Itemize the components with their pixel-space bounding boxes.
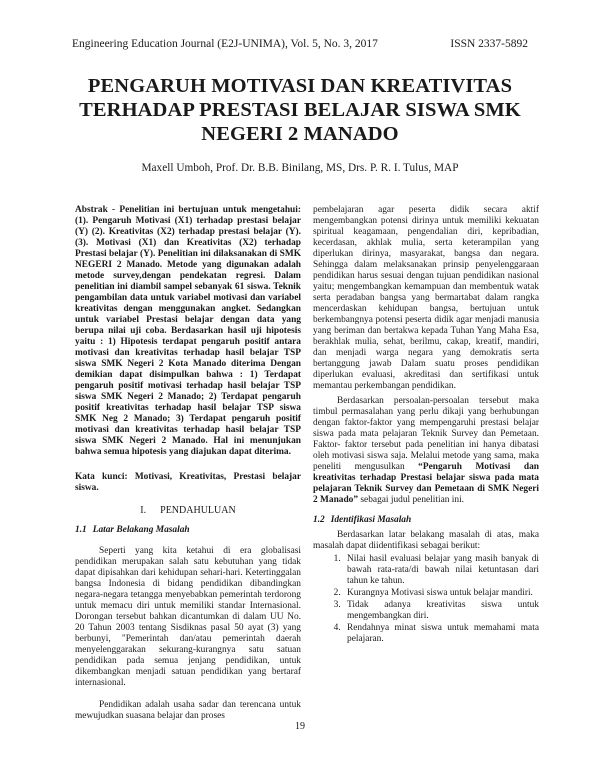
title-line: TERHADAP PRESTASI BELAJAR SISWA SMK [79,99,521,121]
body-paragraph [313,396,539,506]
issn: ISSN 2337-5892 [450,38,528,50]
section-title: PENDAHULUAN [160,505,236,516]
running-header [72,38,528,50]
paragraph-tail: sebagai judul penelitian ini. [358,495,465,505]
title-line: NEGERI 2 MANADO [201,123,399,145]
page-number: 19 [295,721,305,732]
proposed-title: “Pengaruh Motivasi dan kreativitas terhadap Prestasi belajar siswa pada mata pelajaran Teknik Survey dan Pemetaan di SMK Negeri 2 Manado” [313,462,539,505]
body-paragraph: Berdasarkan latar belakang masalah di atas, maka masalah dapat diidentifikasi sebagai berikut: [313,530,539,551]
body-paragraph: pembelajaran agar peserta didik secara aktif mengembangkan potensi dirinya untuk memiliki kekuatan spiritual keagamaan, pengendalian diri, kepribadian, kecerdasan, akhlak mulia, serta keterampilan yang diperlukan dirinya, masyarakat, bangsa dan negara. Sehingga dalam melaksanakan prinsip penyelenggaraan pendidikan harus sesuai dengan tujuan pendidikan nasional yaitu; mengembangkan kemampuan dan membentuk watak serta peradaban bangsa yang bermartabat dalam rangka mencerdaskan kehidupan bangsa, bertujuan untuk berkembangnya potensi peserta didik agar menjadi manusia yang beriman dan bertakwa kepada Tuhan Yang Maha Esa, berakhlak mulia, sehat, berilmu, cakap, kreatif, mandiri, dan menjadi warga negara yang demokratis serta bertanggung jawab Dalam suatu proses pendidikan diperlukan evaluasi, akreditasi dan sertifikasi untuk memantau perkembangan pendidikan. [313,205,539,391]
subsection-title: Latar Belakang Masalah [92,525,190,535]
authors: Maxell Umboh, Prof. Dr. B.B. Binilang, MS, Drs. P. R. I. Tulus, MAP [141,162,459,174]
identification-list [313,554,539,645]
subsection-number: 1.1 [75,525,87,535]
keywords: Kata kunci: Motivasi, Kreativitas, Prestasi belajar siswa. [75,472,301,493]
body-paragraph: Pendidikan adalah usaha sadar dan terencana untuk mewujudkan suasana belajar dan proses [75,700,301,721]
body-paragraph: Seperti yang kita ketahui di era globalisasi pendidikan merupakan salah satu kebutuhan yang tidak dapat dipisahkan dari kehidupan sehari-hari. Ketertinggalan bangsa Indonesia di bidang pendidikan dibandingkan negara-negara tetangga menyebabkan pemerintah terdorong untuk memacu diri untuk memiliki standar Internasional. Dorongan tersebut bahkan dicantumkan di dalam UU No. 20 Tahun 2003 tentang Sisdiknas pasal 50 ayat (3) yang berbunyi, "Pemerintah dan/atau pemerintah daerah menyelenggarakan sekurang-kurangnya satu satuan pendidikan pada semua jenjang pendidikan, untuk dikembangkan menjadi satuan pendidikan yang bertaraf internasional. [75,546,301,688]
list-item: 1. Nilai hasil evaluasi belajar yang masih banyak di bawah rata-rata/di bawah nilai ketuntasan dari tahun ke tahun. [343,554,539,587]
right-column [313,205,539,646]
left-column [75,205,301,722]
abstract: Abstrak - Penelitian ini bertujuan untuk mengetahui: (1). Pengaruh Motivasi (X1) terhadap prestasi belajar (Y) (2). Kreativitas (X2) terhadap prestasi belajar (Y). (3). Motivasi (X1) dan Kreativitas (X2) terhadap Prestasi belajar (Y). Penelitian ini dilaksanakan di SMK NEGERI 2 Manado. Metode yang digunakan adalah metode survey,dengan pendekatan regresi. Dalam penelitian ini diambil sampel sebanyak 61 siswa. Teknik pengambilan data untuk variabel motivasi dan variabel kreativitas dengan menggunakan angket. Sedangkan untuk variabel Prestasi belajar dengan data yang berupa nilai uji coba. Berdasarkan hasil uji hipotesis yaitu : 1) Hipotesis terdapat pengaruh positif antara motivasi dan kreativitas terhadap hasil belajar TSP siswa SMK Negeri 2 Kota Manado diterima Dengan demikian dapat disimpulkan bahwa : 1) Terdapat pengaruh positif motivasi terhadap hasil belajar TSP siswa SMK Negeri 2 Manado; 2) Terdapat pengaruh positif kreativitas terhadap hasil belajar TSP siswa SMK Neg 2 Manado; 3) Terdapat pengaruh positif motivasi dan kreativitas terhadap hasil belajar TSP siswa SMK Negeri 2 Manado. Hal ini menunjukan bahwa semua hipotesis yang diajukan dapat diterima. [75,205,301,457]
paragraph-lead: Berdasarkan persoalan-persoalan tersebut maka timbul permasalahan yang perlu dikaji yang berhubungan dengan faktor-faktor yang mempengaruhi prestasi belajar siswa pada mata pelajaran Teknik Survey dan Pemetaan. Faktor- faktor tersebut pada penelitian ini hanya dibatasi oleh motivasi siswa saja. Melalui metode yang sama, maka peneliti mengusulkan [313,396,539,472]
section-heading [75,505,301,516]
list-item: 2. Kurangnya Motivasi siswa untuk belajar mandiri. [343,588,539,599]
subsection-title: Identifikasi Masalah [330,515,412,525]
subsection-number: 1.2 [313,515,325,525]
title-line: PENGARUH MOTIVASI DAN KREATIVITAS [87,75,513,97]
list-item: 4. Rendahnya minat siswa untuk memahami mata pelajaran. [343,623,539,645]
list-item: 3. Tidak adanya kreativitas siswa untuk mengembangkan diri. [343,600,539,622]
paper-title [60,74,540,146]
subsection-heading [313,515,539,526]
section-number: I. [140,505,147,516]
journal-name: Engineering Education Journal (E2J-UNIMA), Vol. 5, No. 3, 2017 [72,38,378,50]
subsection-heading [75,525,301,536]
